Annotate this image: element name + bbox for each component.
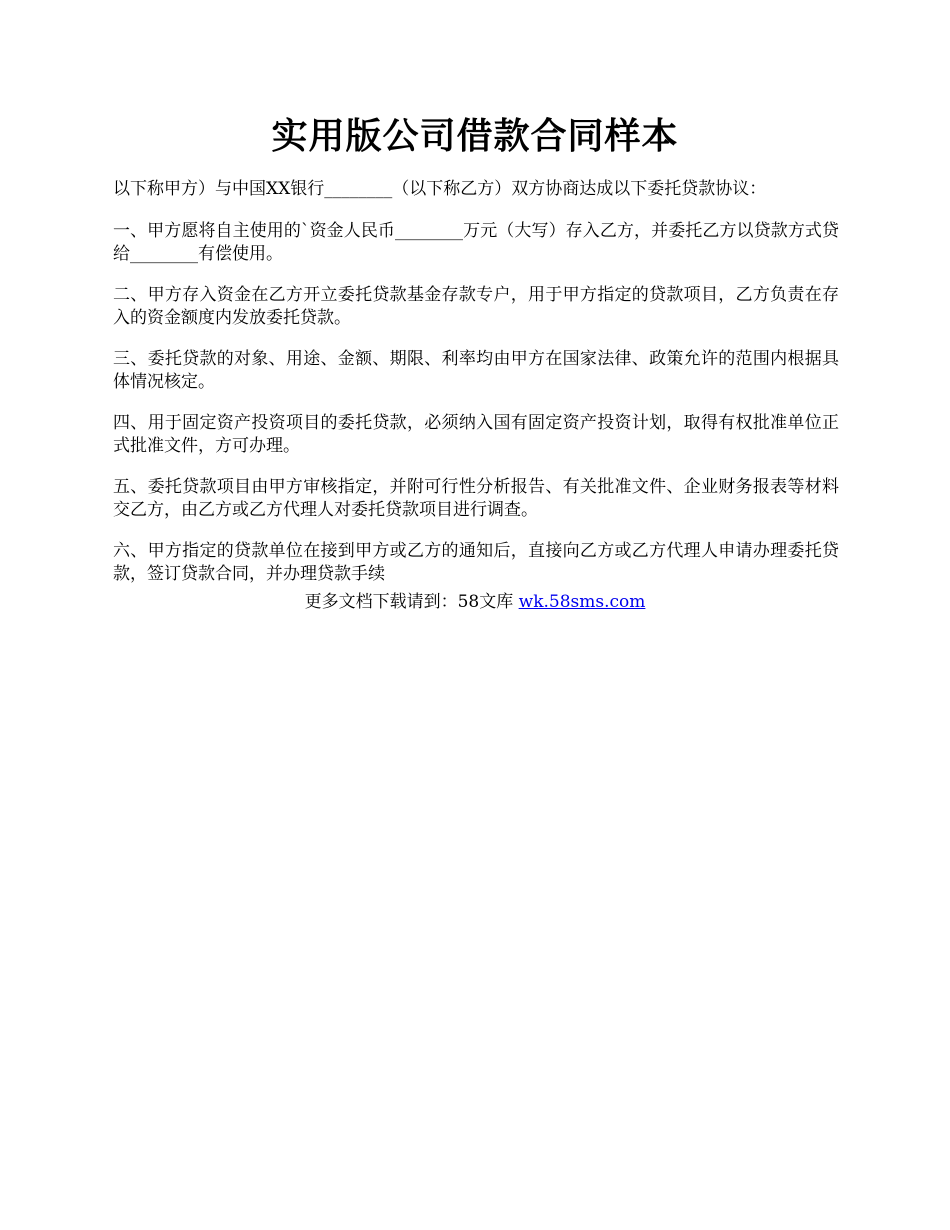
- paragraph-intro: 以下称甲方）与中国XX银行________（以下称乙方）双方协商达成以下委托贷款协议：: [113, 179, 767, 199]
- paragraph-clause-2: 二、甲方存入资金在乙方开立委托贷款基金存款专户，用于甲方指定的贷款项目，乙方负责在存入的资金额度内发放委托贷款。: [113, 285, 839, 328]
- download-footer: [0, 591, 950, 614]
- document-title: 实用版公司借款合同样本: [271, 116, 679, 157]
- paragraph-clause-5: 五、委托贷款项目由甲方审核指定，并附可行性分析报告、有关批准文件、企业财务报表等材料交乙方，由乙方或乙方代理人对委托贷款项目进行调查。: [113, 477, 839, 520]
- paragraph-clause-6: 六、甲方指定的贷款单位在接到甲方或乙方的通知后，直接向乙方或乙方代理人申请办理委托贷款，签订贷款合同，并办理贷款手续: [113, 541, 839, 584]
- footer-link[interactable]: wk.58sms.com: [518, 592, 646, 612]
- paragraph-clause-1: 一、甲方愿将自主使用的`资金人民币________万元（大写）存入乙方，并委托乙方以贷款方式贷给________有偿使用。: [113, 221, 839, 264]
- document-body: [113, 178, 839, 604]
- paragraph-clause-4: 四、用于固定资产投资项目的委托贷款，必须纳入国有固定资产投资计划，取得有权批准单位正式批准文件，方可办理。: [113, 413, 839, 456]
- paragraph-clause-3: 三、委托贷款的对象、用途、金额、期限、利率均由甲方在国家法律、政策允许的范围内根据具体情况核定。: [113, 349, 839, 392]
- footer-text: 更多文档下载请到：58文库: [304, 592, 519, 612]
